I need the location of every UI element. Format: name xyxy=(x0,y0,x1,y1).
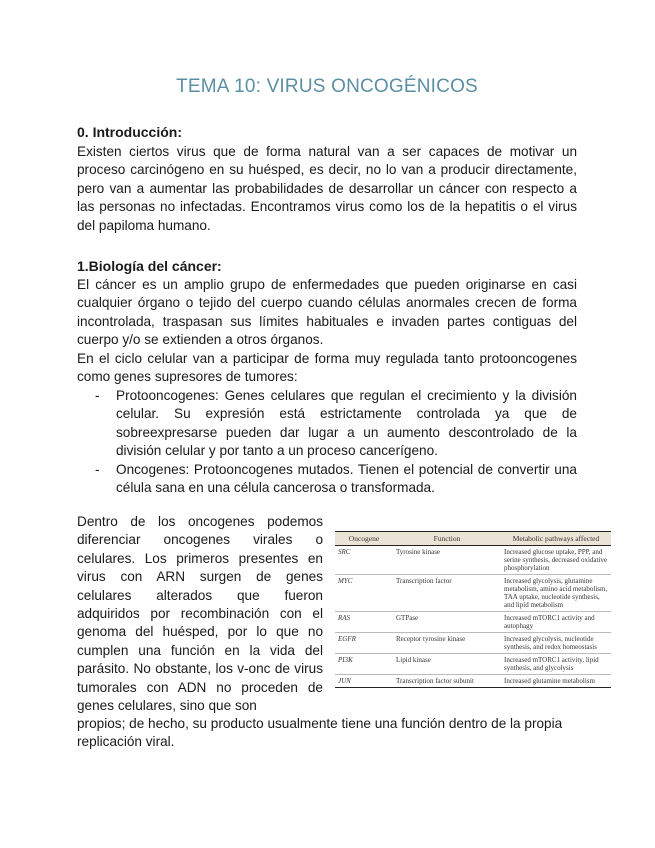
list-item-text: Protooncogenes: Genes celulares que regulan el crecimiento y la división celular. Su expresión está estrictamente controlada ya que de sobreexpresarse pueden dar lugar a un aumento descontrolado de la división celular y por tanto a un proceso cancerígeno. xyxy=(116,388,577,459)
table-cell: RAS xyxy=(335,612,393,633)
table-header-row xyxy=(335,532,611,546)
table-cell: Increased mTORC1 activity, lipid synthesis, and glycolysis xyxy=(501,654,611,675)
table-header: Metabolic pathways affected xyxy=(501,532,611,546)
list-item xyxy=(77,461,577,498)
biology-paragraph-2: En el ciclo celular van a participar de forma muy regulada tanto protooncogenes como genes supresores de tumores: xyxy=(77,351,577,385)
table-cell: Transcription factor subunit xyxy=(393,675,501,688)
table-row xyxy=(335,654,611,675)
table-cell: SRC xyxy=(335,546,393,575)
table-cell: Increased mTORC1 activity and autophagy xyxy=(501,612,611,633)
table-cell: JUN xyxy=(335,675,393,688)
table-cell: Tyrosine kinase xyxy=(393,546,501,575)
list-item xyxy=(77,387,577,461)
table-cell: Increased glucose uptake, PPP, and serine synthesis, decreased oxidative phosphorylation xyxy=(501,546,611,575)
bullet-marker: - xyxy=(95,388,100,403)
biology-paragraph-1: El cáncer es un amplio grupo de enfermedades que pueden originarse en casi cualquier órgano o tejido del cuerpo cuando células anormales crecen de forma incontrolada, traspasan sus límites habituales e invaden partes contiguas del cuerpo y/o se extienden a otros órganos. xyxy=(77,277,577,348)
table-row xyxy=(335,675,611,688)
table-cell: PI3K xyxy=(335,654,393,675)
table-header: Function xyxy=(393,532,501,546)
oncogene-table xyxy=(335,531,611,688)
table-cell: Transcription factor xyxy=(393,575,501,612)
table-cell: Increased glycolysis, glutamine metabolism, amino acid metabolism, TAA uptake, nucleotide synthesis, and lipid metabolism xyxy=(501,575,611,612)
table-cell: Increased glutamine metabolism xyxy=(501,675,611,688)
table-cell: Increased glycolysis, nucleotide synthesis, and redox homeostasis xyxy=(501,633,611,654)
table-cell: GTPase xyxy=(393,612,501,633)
oncogenes-paragraph-tail: propios; de hecho, su producto usualmente tiene una función dentro de la propia replicación viral. xyxy=(77,716,563,750)
table-header: Oncogene xyxy=(335,532,393,546)
intro-paragraph: Existen ciertos virus que de forma natural van a ser capaces de motivar un proceso carcinógeno en su huésped, es decir, no lo van a producir directamente, pero van a aumentar las probabilidades de desarrollar un cáncer con respecto a las personas no infectadas. Encontramos virus como los de la hepatitis o el virus del papiloma humano. xyxy=(77,144,577,233)
table-cell: EGFR xyxy=(335,633,393,654)
table-cell: Receptor tyrosine kinase xyxy=(393,633,501,654)
table-row xyxy=(335,633,611,654)
oncogenes-paragraph: Dentro de los oncogenes podemos diferenciar oncogenes virales o celulares. Los primeros presentes en virus con ARN surgen de genes celulares alterados que fueron adquiridos por recombinación con el genoma del huésped, por lo que no cumplen una función en la vida del parásito. No obstante, los v-onc de virus tumorales con ADN no proceden de genes celulares, sino que son xyxy=(77,514,323,714)
bullet-list xyxy=(77,387,577,497)
table-cell: Lipid kinase xyxy=(393,654,501,675)
biology-heading: 1.Biología del cáncer: xyxy=(77,258,222,274)
page-title: TEMA 10: VIRUS ONCOGÉNICOS xyxy=(176,76,478,97)
table-cell: MYC xyxy=(335,575,393,612)
bullet-marker: - xyxy=(95,461,100,477)
table-row xyxy=(335,612,611,633)
intro-heading: 0. Introducción: xyxy=(77,124,182,140)
list-item-text: Oncogenes: Protooncogenes mutados. Tienen el potencial de convertir una célula sana en una célula cancerosa o transformada. xyxy=(116,461,577,496)
table-row xyxy=(335,546,611,575)
table-row xyxy=(335,575,611,612)
